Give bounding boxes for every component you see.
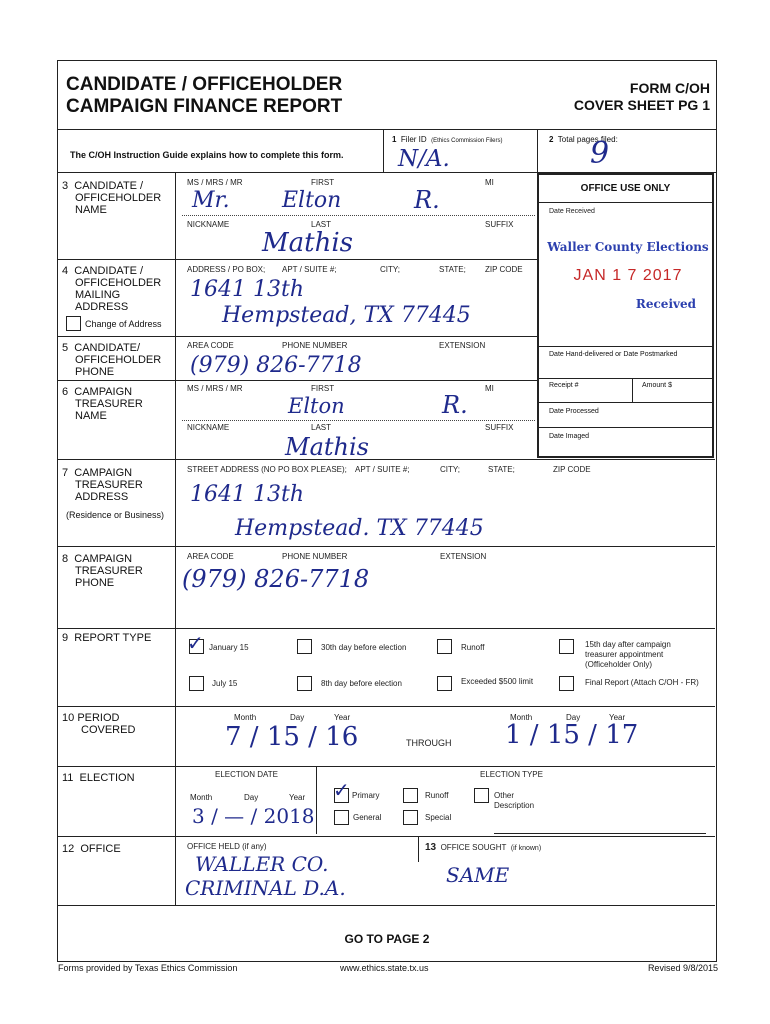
- special-label: Special: [425, 813, 452, 822]
- office-held-line-2[interactable]: CRIMINAL D.A.: [185, 876, 346, 900]
- section-12-label: [62, 843, 121, 855]
- section-4-line-3: MAILING: [75, 289, 121, 301]
- january-15-label: January 15: [209, 643, 249, 652]
- filer-id-sublabel: (Ethics Commission Filers): [431, 138, 503, 144]
- change-of-address-checkbox[interactable]: [66, 316, 81, 331]
- section-8-number: 8: [62, 553, 69, 565]
- filer-id-value[interactable]: N/A.: [398, 146, 450, 172]
- section-4-line-2: OFFICEHOLDER: [75, 277, 162, 289]
- section-7-line-3: ADDRESS: [75, 491, 129, 503]
- row-divider-8-9: [57, 628, 715, 629]
- s6-first-label: FIRST: [311, 384, 335, 393]
- office-sought-label-text: OFFICE SOUGHT: [440, 843, 507, 852]
- s6-mi-label: MI: [485, 384, 494, 393]
- s7-address-line-2[interactable]: Hempstead. TX 77445: [235, 516, 484, 541]
- s6-suffix-label: SUFFIX: [485, 423, 514, 432]
- row-divider-12-footer: [57, 905, 715, 906]
- s10-to-day-label: Day: [566, 713, 581, 722]
- row-divider-5-6: [57, 380, 537, 381]
- date-hand-delivered-label: Date Hand-delivered or Date Postmarked: [549, 351, 678, 358]
- 30th-day-checkbox[interactable]: [297, 639, 312, 654]
- election-runoff-checkbox[interactable]: [403, 788, 418, 803]
- receipt-label: Receipt #: [549, 382, 579, 389]
- office-sought-sublabel: (if known): [510, 845, 542, 852]
- s11-type-label: ELECTION TYPE: [480, 770, 543, 779]
- section-7-label: [62, 467, 143, 503]
- s4-state-label: STATE;: [439, 265, 466, 274]
- row-divider-6-7: [57, 459, 715, 460]
- stamp-county: Waller County Elections: [547, 240, 709, 254]
- 8th-day-checkbox[interactable]: [297, 676, 312, 691]
- other-line-1: Other: [494, 791, 515, 800]
- july-15-label: July 15: [212, 679, 238, 688]
- s3-ms-label: MS / MRS / MR: [187, 178, 243, 187]
- 15th-day-checkbox[interactable]: [559, 639, 574, 654]
- s7-residence-note: (Residence or Business): [66, 510, 165, 520]
- s6-nickname-label: NICKNAME: [187, 423, 230, 432]
- 15th-day-line-2: treasurer appointment: [585, 650, 664, 659]
- section-9-label: [62, 632, 151, 644]
- s11-date-value[interactable]: 3 / — / 2018: [192, 804, 315, 828]
- s4-address-label: ADDRESS / PO BOX;: [187, 265, 266, 274]
- footer-url: www.ethics.state.tx.us: [340, 963, 429, 973]
- s7-apt-label: APT / SUITE #;: [355, 465, 410, 474]
- section-4-label: [62, 265, 161, 313]
- receipt-amount-divider: [632, 378, 633, 402]
- section-6-number: 6: [62, 386, 69, 398]
- primary-check-mark: ✓: [333, 778, 350, 802]
- s7-state-label: STATE;: [488, 465, 515, 474]
- final-report-checkbox[interactable]: [559, 676, 574, 691]
- other-label: [494, 791, 534, 811]
- section-13-number: 13: [425, 842, 437, 853]
- date-processed-label: Date Processed: [549, 408, 599, 415]
- section-4-line-4: ADDRESS: [75, 301, 129, 313]
- instruction-text: The C/OH Instruction Guide explains how to complete this form.: [70, 150, 344, 160]
- s7-street-label: STREET ADDRESS (NO PO BOX PLEASE);: [187, 465, 347, 474]
- office-use-divider-2: [537, 346, 714, 347]
- s10-through-label: THROUGH: [406, 738, 452, 748]
- office-use-divider-4: [537, 402, 714, 403]
- s6-ms-label: MS / MRS / MR: [187, 384, 243, 393]
- s3-first-value[interactable]: Elton: [282, 188, 342, 213]
- other-line-2: Description: [494, 801, 535, 810]
- s3-mi-label: MI: [485, 178, 494, 187]
- row-divider-9-10: [57, 706, 715, 707]
- s7-zip-label: ZIP CODE: [553, 465, 591, 474]
- s11-month-label: Month: [190, 793, 213, 802]
- section-5-number: 5: [62, 342, 69, 354]
- stamp-received: Received: [635, 297, 696, 311]
- section-8-label: [62, 553, 143, 589]
- section-11-number: 11: [62, 772, 74, 784]
- section-6-label: [62, 386, 143, 422]
- filer-id-right-border: [537, 130, 538, 172]
- s5-phone-value[interactable]: (979) 826-7718: [190, 353, 362, 378]
- exceeded-limit-checkbox[interactable]: [437, 676, 452, 691]
- form-page: COVER SHEET PG 1: [573, 97, 710, 113]
- office-use-divider-5: [537, 427, 714, 428]
- title-line-2: CAMPAIGN FINANCE REPORT: [66, 96, 343, 117]
- row-divider-10-11: [57, 766, 715, 767]
- s3-suffix-label: SUFFIX: [485, 220, 514, 229]
- s10-to-date-value[interactable]: 1 / 15 / 17: [505, 720, 639, 750]
- section-3-line-1: CANDIDATE /: [74, 180, 144, 192]
- final-report-label: Final Report (Attach C/OH - FR): [585, 678, 699, 687]
- total-pages-label-text: Total pages filed:: [557, 135, 618, 144]
- received-stamp: [544, 240, 712, 311]
- office-held-label: OFFICE HELD (if any): [187, 842, 267, 851]
- section-3-label: [62, 180, 161, 216]
- general-label: General: [353, 813, 382, 822]
- s10-from-month-label: Month: [234, 713, 257, 722]
- s8-phone-number-label: PHONE NUMBER: [282, 552, 348, 561]
- section-3-line-3: NAME: [75, 204, 107, 216]
- 8th-day-label: 8th day before election: [321, 679, 402, 688]
- 15th-day-line-1: 15th day after campaign: [585, 640, 671, 649]
- s3-first-label: FIRST: [311, 178, 335, 187]
- section-9-text: REPORT TYPE: [74, 632, 152, 644]
- office-use-box: [537, 173, 714, 458]
- stamp-date: JAN 1 7 2017: [573, 267, 683, 284]
- s7-address-line-1[interactable]: 1641 13th: [190, 482, 304, 507]
- s10-from-year-label: Year: [334, 713, 351, 722]
- s6-first-value[interactable]: Elton: [288, 394, 345, 418]
- election-runoff-label: Runoff: [425, 791, 449, 800]
- date-imaged-label: Date Imaged: [549, 433, 590, 440]
- section-5-label: [62, 342, 161, 378]
- section-10-line-1: PERIOD: [77, 712, 120, 724]
- row-divider-3-4: [57, 259, 537, 260]
- filer-id-left-border: [383, 130, 384, 172]
- general-checkbox[interactable]: [334, 810, 349, 825]
- s4-address-line-1[interactable]: 1641 13th: [190, 277, 304, 302]
- section-6-line-1: CAMPAIGN: [74, 386, 133, 398]
- special-checkbox[interactable]: [403, 810, 418, 825]
- runoff-report-label: Runoff: [461, 643, 485, 652]
- s5-phone-number-label: PHONE NUMBER: [282, 341, 348, 350]
- s11-date-label: ELECTION DATE: [215, 770, 278, 779]
- amount-label: Amount $: [642, 382, 672, 389]
- title-line-1: CANDIDATE / OFFICEHOLDER: [66, 74, 343, 95]
- section-5-line-3: PHONE: [75, 366, 115, 378]
- office-use-title: OFFICE USE ONLY: [580, 183, 671, 194]
- section-12-number: 12: [62, 843, 75, 855]
- s5-extension-label: EXTENSION: [439, 341, 486, 350]
- label-column-divider: [175, 173, 176, 905]
- filer-id-label: [392, 135, 502, 144]
- section-3-number: 3: [62, 180, 69, 192]
- exceeded-limit-label: Exceeded $500 limit: [461, 677, 534, 686]
- section-5-line-2: OFFICEHOLDER: [75, 354, 162, 366]
- s6-dotted-line: [182, 420, 535, 421]
- s3-last-value[interactable]: Mathis: [262, 228, 353, 258]
- form-title: [66, 74, 342, 118]
- s3-last-label: LAST: [311, 220, 332, 229]
- section-3-line-2: OFFICEHOLDER: [75, 192, 162, 204]
- total-pages-number: 2: [549, 135, 554, 144]
- january-15-check-mark: ✓: [187, 631, 204, 655]
- s4-apt-label: APT / SUITE #;: [282, 265, 337, 274]
- section-7-line-2: TREASURER: [75, 479, 143, 491]
- s4-zip-label: ZIP CODE: [485, 265, 523, 274]
- section-7-line-1: CAMPAIGN: [74, 467, 133, 479]
- s6-mi-value[interactable]: R.: [442, 391, 468, 419]
- s8-phone-value[interactable]: (979) 826-7718: [182, 565, 370, 593]
- s4-address-line-2[interactable]: Hempstead, TX 77445: [222, 303, 471, 328]
- section-4-number: 4: [62, 265, 69, 277]
- filer-id-number: 1: [392, 135, 397, 144]
- section-4-line-1: CANDIDATE /: [74, 265, 144, 277]
- office-sought-label: [425, 842, 541, 853]
- s5-area-code-label: AREA CODE: [187, 341, 234, 350]
- section-6-line-2: TREASURER: [75, 398, 143, 410]
- section-10-label: [62, 712, 135, 736]
- 15th-day-line-3: (Officeholder Only): [585, 660, 652, 669]
- footer-revised: Revised 9/8/2015: [647, 963, 718, 973]
- primary-label: Primary: [352, 791, 380, 800]
- s4-city-label: CITY;: [380, 265, 400, 274]
- s10-to-month-label: Month: [510, 713, 533, 722]
- section-12-text: OFFICE: [80, 843, 121, 855]
- s10-to-year-label: Year: [609, 713, 626, 722]
- s6-last-value[interactable]: Mathis: [285, 433, 369, 461]
- runoff-report-checkbox[interactable]: [437, 639, 452, 654]
- s6-last-label: LAST: [311, 423, 332, 432]
- 15th-day-label: [585, 640, 671, 670]
- s3-ms-value[interactable]: Mr.: [192, 188, 230, 213]
- s3-mi-value[interactable]: R.: [414, 186, 440, 214]
- footer-provided-by: Forms provided by Texas Ethics Commission: [58, 963, 238, 973]
- go-to-page-2: GO TO PAGE 2: [344, 932, 430, 946]
- section-10-number: 10: [62, 712, 75, 724]
- other-description-line: [494, 833, 706, 834]
- section-9-number: 9: [62, 632, 69, 644]
- form-code: FORM C/OH: [629, 80, 710, 96]
- form-id: [574, 80, 710, 114]
- office-use-divider-1: [537, 202, 714, 203]
- section-6-line-3: NAME: [75, 410, 107, 422]
- office-use-divider-3: [537, 378, 714, 379]
- section-11-label: [62, 772, 135, 784]
- date-received-label: Date Received: [549, 208, 595, 215]
- office-held-sought-divider: [418, 836, 419, 862]
- s3-dotted-line: [182, 215, 535, 216]
- 30th-day-label: 30th day before election: [321, 643, 407, 652]
- section-8-line-2: TREASURER: [75, 565, 143, 577]
- s11-date-type-divider: [316, 766, 317, 834]
- filer-id-label-text: Filer ID: [400, 135, 427, 144]
- s8-extension-label: EXTENSION: [440, 552, 487, 561]
- row-divider-11-12: [57, 836, 715, 837]
- office-sought-value[interactable]: SAME: [446, 863, 510, 887]
- total-pages-value[interactable]: 9: [590, 136, 610, 171]
- s3-nickname-label: NICKNAME: [187, 220, 230, 229]
- s11-year-label: Year: [289, 793, 306, 802]
- s10-from-date-value[interactable]: 7 / 15 / 16: [225, 722, 359, 752]
- change-of-address-label: Change of Address: [85, 319, 162, 329]
- section-10-line-2: COVERED: [81, 724, 136, 736]
- row-divider-7-8: [57, 546, 715, 547]
- other-checkbox[interactable]: [474, 788, 489, 803]
- section-7-number: 7: [62, 467, 69, 479]
- section-5-line-1: CANDIDATE/: [74, 342, 141, 354]
- header-divider: [57, 129, 717, 130]
- office-held-line-1[interactable]: WALLER CO.: [195, 852, 329, 876]
- section-11-text: ELECTION: [79, 772, 135, 784]
- s11-day-label: Day: [244, 793, 259, 802]
- s7-city-label: CITY;: [440, 465, 460, 474]
- july-15-checkbox[interactable]: [189, 676, 204, 691]
- s10-from-day-label: Day: [290, 713, 305, 722]
- section-8-line-1: CAMPAIGN: [74, 553, 133, 565]
- row-divider-4-5: [57, 336, 537, 337]
- section-8-line-3: PHONE: [75, 577, 115, 589]
- s8-area-code-label: AREA CODE: [187, 552, 234, 561]
